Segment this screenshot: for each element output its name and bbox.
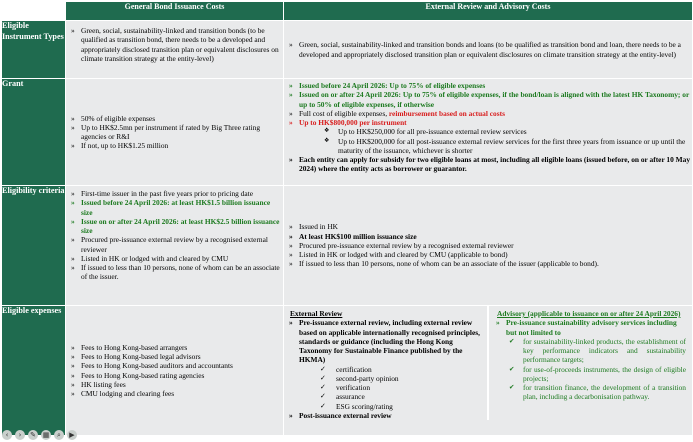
criteria-external-item: » Listed in HK or lodged with and cleared by CMU (applicable to bond) — [284, 250, 692, 259]
expenses-split — [284, 306, 692, 420]
full-cost-text: Full cost of eligible expenses, — [299, 108, 389, 118]
slide-toolbar — [2, 430, 77, 442]
slides-icon[interactable]: ▦ — [42, 431, 50, 439]
header-external-costs: External Review and Advisory Costs — [284, 2, 693, 21]
types-external-text: » Green, social, sustainability-linked and transition bonds and loans (to be qualified as transition bond and loan, there needs to be a developed and appropriately disclosed transition plan or equivalent disclosures on climate transition strategy at the entity-level) — [284, 40, 692, 59]
advisory-item: ✔ for use-of-proceeds instruments, the design of eligible projects; — [509, 365, 686, 384]
expenses-general-item: » Fees to Hong Kong-based auditors and accountants — [66, 361, 283, 370]
grant-sub-item: ❖ Up to HK$200,000 for all post-issuance external review services for the first three years from issuance or up until the maturity of the issuance, whichever is shorter — [324, 137, 692, 156]
row-label-expenses: Eligible expenses — [2, 306, 66, 436]
advisory-title: Advisory (applicable to issuance on or after 24 April 2026) — [497, 309, 681, 318]
criteria-general-green-1: » Issued before 24 April 2026: at least HK$1.5 billion issuance size — [66, 198, 283, 217]
zoom-icon[interactable]: ⌕ — [54, 430, 64, 440]
corner-cell — [2, 2, 66, 21]
header-general-costs: General Bond Issuance Costs — [66, 2, 284, 21]
external-review-post: » Post-issuance external review — [284, 411, 483, 420]
grant-external-last: » Each entity can apply for subsidy for two eligible loans at most, including all eligible loans (issued before, on or after 10 May 2024) where the entity acts as borrower or guarantor. — [284, 155, 692, 174]
grant-general-item: » Up to HK$2.5mn per instrument if rated by Big Three rating agencies or R&I — [66, 123, 283, 142]
expenses-general-item: » Fees to Hong Kong-based arrangers — [66, 343, 283, 352]
grant-external-full-cost — [284, 109, 692, 118]
check-item: ✓ ESG scoring/rating — [320, 402, 483, 411]
row-expenses — [2, 306, 693, 436]
grant-external-cap: » Up to HK$800,000 per instrument — [284, 118, 692, 127]
criteria-external-cell — [284, 186, 693, 306]
advisory-item: ✔ for transition finance, the development of a transition plan, including a decarbonisation pathway. — [509, 383, 686, 402]
row-grant — [2, 79, 693, 186]
criteria-general-item: » First-time issuer in the past five years prior to pricing date — [66, 189, 283, 198]
grant-general-item: » If not, up to HK$1.25 million — [66, 141, 283, 150]
grant-external-cell — [284, 79, 693, 186]
criteria-general-item: » Procured pre-issuance external review by a recognised external reviewer — [66, 235, 283, 254]
pen-icon[interactable]: ✎ — [28, 430, 38, 440]
criteria-general-item: » Listed in HK or lodged with and cleared by CMU — [66, 254, 283, 263]
grant-external-green-1: » Issued before 24 April 2026: Up to 75% of eligible expenses — [284, 81, 692, 90]
external-review-title: External Review — [290, 309, 343, 318]
external-review-panel — [284, 306, 489, 420]
types-general-cell — [66, 21, 284, 79]
check-item: ✓ verification — [320, 383, 483, 392]
camera-icon[interactable]: ▶ — [67, 430, 77, 440]
criteria-general-item: » If issued to less than 10 persons, none of whom can be an associate of the issuer. — [66, 263, 283, 282]
advisory-pre: » Pre-issuance sustainability advisory services including but not limited to — [491, 318, 686, 337]
header-row — [2, 2, 693, 21]
expenses-external-cell — [284, 306, 693, 436]
grant-general-cell — [66, 79, 284, 186]
expenses-general-cell — [66, 306, 284, 436]
expenses-general-item: » CMU lodging and clearing fees — [66, 389, 283, 398]
types-external-cell — [284, 21, 693, 79]
grant-external-green-2: » Issued on or after 24 April 2026: Up to 75% of eligible expenses, if the bond/loan is aligned with the latest HK Taxonomy; or up to 50% of eligible expenses, if otherwise — [284, 90, 692, 109]
expenses-general-item: » Fees to Hong Kong-based rating agencies — [66, 371, 283, 380]
row-label-grant: Grant — [2, 79, 66, 186]
row-eligibility — [2, 186, 693, 306]
check-item: ✓ assurance — [320, 392, 483, 401]
next-icon[interactable]: › — [15, 430, 25, 440]
full-cost-red-text: reimbursement based on actual costs — [388, 108, 505, 118]
expenses-general-item: » Fees to Hong Kong-based legal advisors — [66, 352, 283, 361]
criteria-general-green-2: » Issue on or after 24 April 2026: at least HK$2.5 billion issuance size — [66, 217, 283, 236]
check-item: ✓ certification — [320, 365, 483, 374]
row-label-eligibility: Eligibility criteria — [2, 186, 66, 306]
expenses-general-item: » HK listing fees — [66, 380, 283, 389]
advisory-item: ✔ for sustainability-linked products, the establishment of key performance indicators and sustainability performance targets; — [509, 337, 686, 365]
row-label-instrument-types: Eligible Instrument Types — [2, 21, 66, 79]
criteria-external-item: » Procured pre-issuance external review by a recognised external reviewer — [284, 241, 692, 250]
criteria-external-bold: » At least HK$100 million issuance size — [284, 232, 692, 241]
external-review-pre: » Pre-issuance external review, including external review based on applicable internationally recognised principles, standards or guidance (including the Hong Kong Taxonomy for Sustainable Finance published by the HKMA) — [284, 318, 483, 364]
comparison-table — [1, 1, 693, 436]
check-item: ✓ second-party opinion — [320, 374, 483, 383]
criteria-external-item: » Issued in HK — [284, 222, 692, 231]
advisory-panel — [489, 306, 692, 420]
grant-sub-item: ❖ Up to HK$250,000 for all pre-issuance external review services — [324, 127, 692, 136]
grant-general-item: » 50% of eligible expenses — [66, 114, 283, 123]
row-instrument-types — [2, 21, 693, 79]
criteria-external-item: » If issued to less than 10 persons, none of whom can be an associate of the issuer (applicable to bond). — [284, 259, 692, 268]
types-general-text: » Green, social, sustainability-linked and transition bonds (to be qualified as transition bond, there needs to be a developed and appropriately disclosed transition plan or equivalent disclosures on climate transition strategy at the entity-level) — [66, 26, 283, 63]
criteria-general-cell — [66, 186, 284, 306]
prev-icon[interactable]: ‹ — [2, 430, 12, 440]
